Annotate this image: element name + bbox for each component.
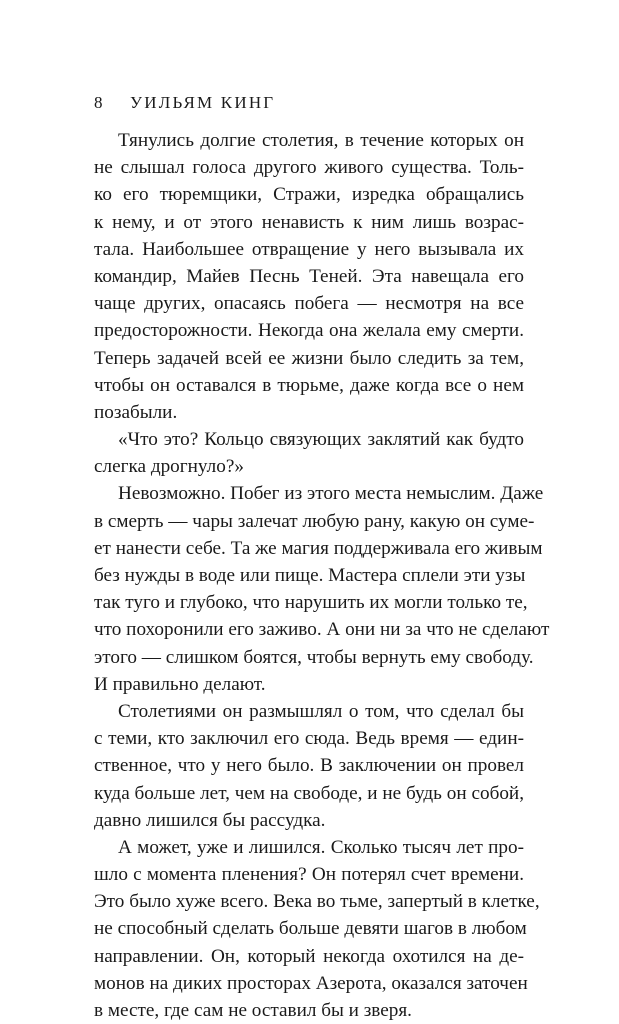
text-line: не способный сделать больше девяти шагов в любом [94, 918, 527, 940]
text-line: направлении. Он, который некогда охотился на де- [94, 945, 524, 967]
text-line: ственное, что у него было. В заключении он провел [94, 755, 524, 777]
paragraph [94, 480, 550, 698]
text-line: Тянулись долгие столетия, в течение которых он [118, 130, 524, 151]
text-line: куда больше лет, чем на свободе, и не будь он собой, [94, 782, 524, 804]
paragraph [94, 127, 524, 426]
text-line: Теперь задачей всей ее жизни было следить за тем, [94, 347, 524, 369]
text-line: шло с момента пленения? Он потерял счет времени. [94, 864, 524, 886]
text-line: И правильно делают. [94, 673, 266, 695]
body-text [94, 127, 550, 1024]
page-number: 8 [94, 93, 103, 112]
text-line: к нему, и от этого ненависть к ним лишь возрас- [94, 211, 524, 233]
paragraph [94, 426, 524, 480]
text-line: с теми, кто заключил его сюда. Ведь время — един- [94, 728, 524, 750]
text-line: в месте, где сам не оставил бы и зверя. [94, 1000, 412, 1021]
text-line: командир, Майев Песнь Теней. Эта навещала его [94, 265, 524, 287]
text-line: ет нанести себе. Та же магия поддерживала его живым [94, 537, 543, 559]
text-line: без нужды в воде или пище. Мастера сплели эти узы [94, 565, 526, 586]
text-line: позабыли. [94, 401, 178, 423]
page-header [94, 93, 275, 113]
text-line: давно лишился бы рассудка. [94, 809, 326, 831]
text-line: А может, уже и лишился. Сколько тысяч лет про- [118, 836, 524, 858]
text-line: Невозможно. Побег из этого места немыслим. Даже [118, 483, 544, 505]
paragraph [94, 834, 540, 1024]
text-line: в смерть — чары залечат любую рану, какую он суме- [94, 510, 535, 532]
running-head: УИЛЬЯМ КИНГ [130, 93, 276, 112]
paragraph [94, 698, 524, 834]
text-line: «Что это? Кольцо связующих заклятий как будто [118, 429, 524, 451]
text-line: этого — слишком боятся, чтобы вернуть ему свободу. [94, 646, 534, 668]
text-line: чаще других, опасаясь побега — несмотря на все [94, 293, 524, 315]
text-line: чтобы он оставался в тюрьме, даже когда все о нем [94, 374, 524, 396]
text-line: монов на диких просторах Азерота, оказался заточен [94, 972, 528, 994]
text-line: не слышал голоса другого живого существа. Толь- [94, 157, 524, 179]
text-line: Это было хуже всего. Века во тьме, запертый в клетке, [94, 891, 540, 913]
text-line: предосторожности. Некогда она желала ему смерти. [94, 320, 524, 342]
text-line: Столетиями он размышлял о том, что сделал бы [118, 700, 524, 722]
text-line: слегка дрогнуло?» [94, 456, 244, 478]
text-line: тала. Наибольшее отвращение у него вызывала их [94, 238, 524, 260]
text-line: ко его тюремщики, Стражи, изредка обращались [94, 184, 524, 206]
text-line: что похоронили его заживо. А они ни за что не сделают [94, 619, 550, 641]
text-line: так туго и глубоко, что нарушить их могли только те, [94, 592, 528, 614]
